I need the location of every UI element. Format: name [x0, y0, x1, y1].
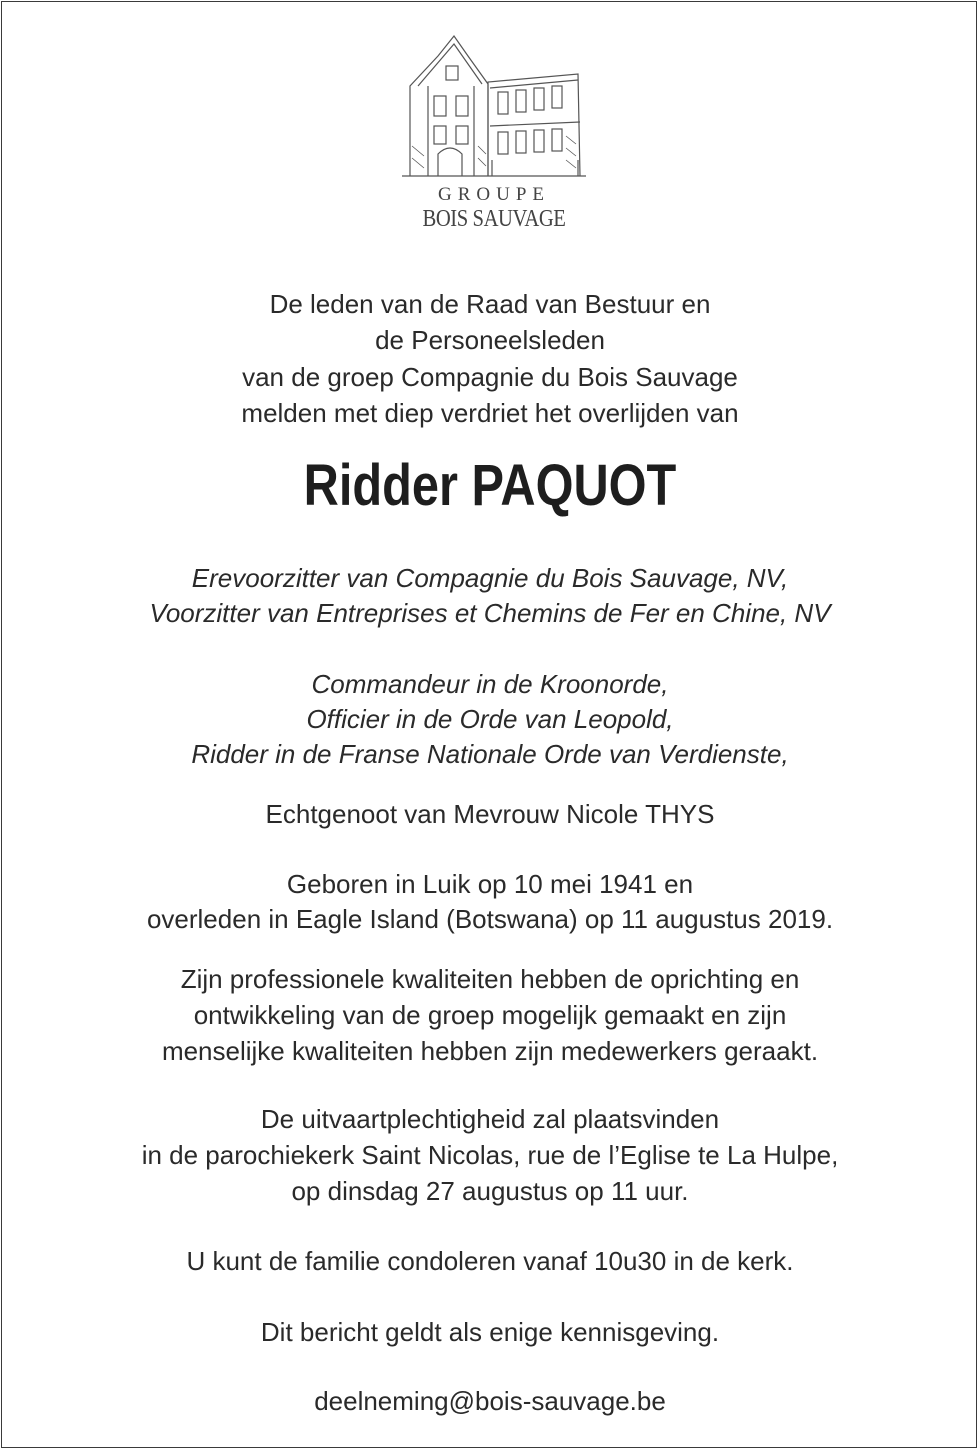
deceased-name: Ridder PAQUOT — [303, 453, 677, 518]
logo-line-bois-sauvage: BOIS SAUVAGE — [422, 206, 566, 232]
logo-line-groupe: GROUPE — [437, 184, 550, 205]
death-line: overleden in Eagle Island (Botswana) op 11 augustus 2019. — [146, 904, 834, 934]
title-line: Voorzitter van Entreprises et Chemins de Fer en Chine, NV — [149, 598, 831, 628]
honour-line: Officier in de Orde van Leopold, — [306, 704, 674, 734]
tribute-line: ontwikkeling van de groep mogelijk gemaakt en zijn — [193, 1000, 787, 1030]
intro-line: melden met diep verdriet het overlijden van — [241, 398, 739, 428]
notice-line: Dit bericht geldt als enige kennisgeving. — [260, 1317, 720, 1347]
intro-line: de Personeelsleden — [375, 325, 605, 355]
building-illustration-icon — [398, 26, 590, 186]
funeral-line: De uitvaartplechtigheid zal plaatsvinden — [260, 1104, 720, 1134]
condolences-line: U kunt de familie condoleren vanaf 10u30 in de kerk. — [186, 1246, 794, 1276]
honour-line: Ridder in de Franse Nationale Orde van Verdienste, — [191, 739, 789, 769]
spouse-line: Echtgenoot van Mevrouw Nicole THYS — [265, 799, 715, 829]
honour-line: Commandeur in de Kroonorde, — [311, 669, 669, 699]
email-link[interactable]: deelneming@bois-sauvage.be — [314, 1386, 666, 1416]
company-logo — [398, 26, 590, 240]
funeral-line: op dinsdag 27 augustus op 11 uur. — [291, 1176, 689, 1206]
intro-line: De leden van de Raad van Bestuur en — [269, 289, 711, 319]
tribute-line: menselijke kwaliteiten hebben zijn medewerkers geraakt. — [161, 1036, 819, 1066]
funeral-line: in de parochiekerk Saint Nicolas, rue de l’Eglise te La Hulpe, — [141, 1140, 839, 1170]
intro-line: van de groep Compagnie du Bois Sauvage — [242, 362, 738, 392]
title-line: Erevoorzitter van Compagnie du Bois Sauvage, NV, — [191, 563, 789, 593]
tribute-line: Zijn professionele kwaliteiten hebben de oprichting en — [180, 964, 800, 994]
birth-line: Geboren in Luik op 10 mei 1941 en — [286, 869, 694, 899]
